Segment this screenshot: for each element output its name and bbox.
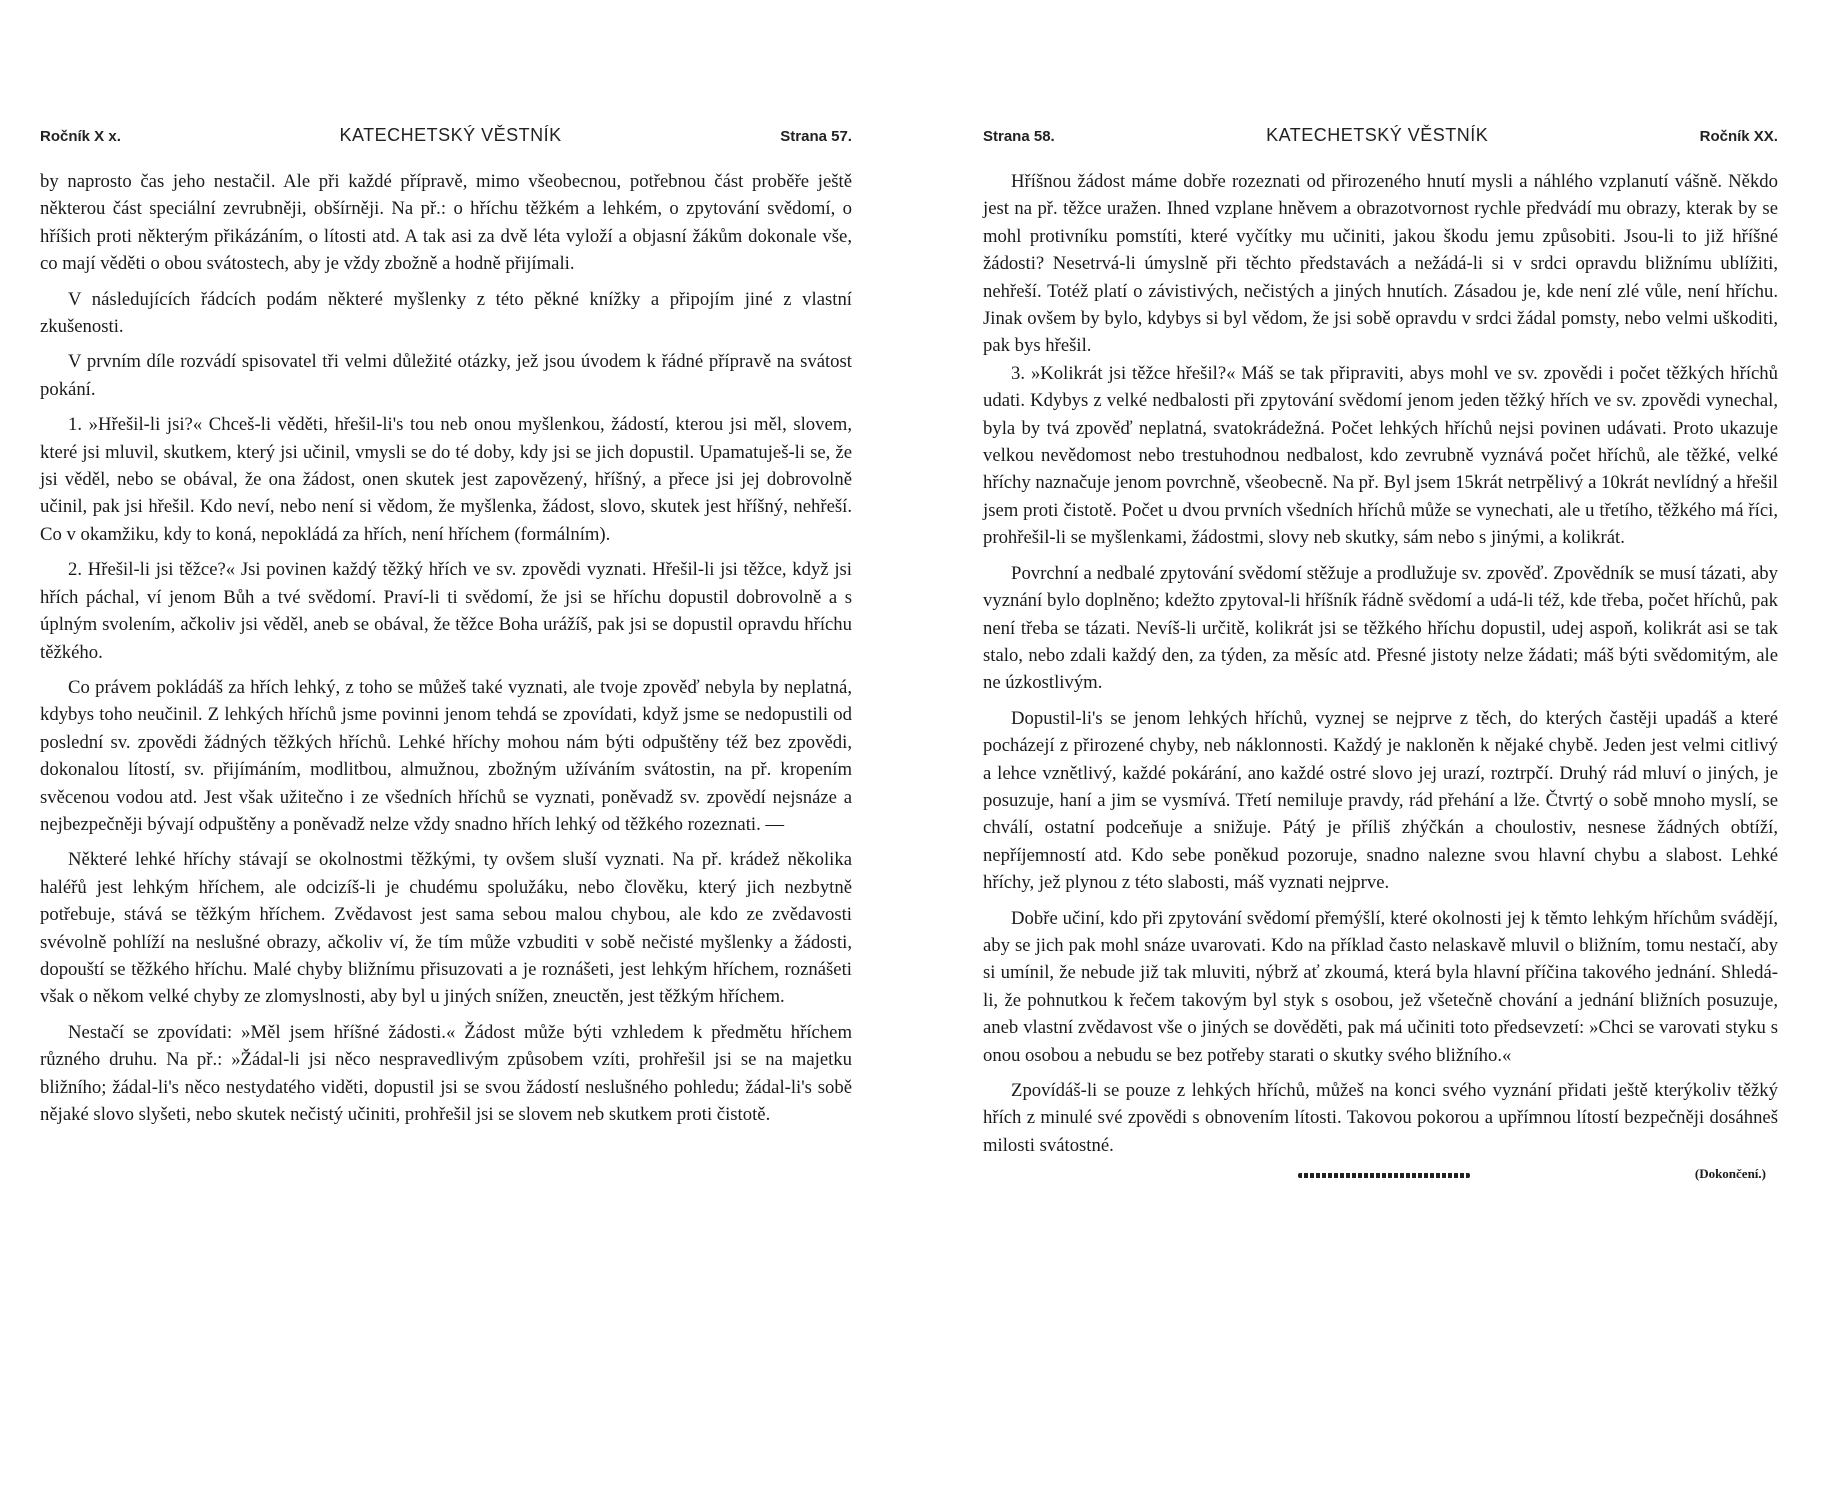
decorative-wavy-rule (1298, 1173, 1470, 1178)
left-page-header (40, 125, 852, 146)
volume-label: Ročník XX. (1699, 128, 1778, 145)
journal-title: KATECHETSKÝ VĚSTNÍK (339, 125, 562, 145)
paragraph: Co právem pokládáš za hřích lehký, z toho se můžeš také vyznati, ale tvoje zpověď nebyla by neplatná, kdybys toho neučinil. Z lehkých hříchů jsme povinni jenom tehdá se zpovídati, když jsme se nedopustili od poslední sv. zpovědi žádných těžkých hříchů. Lehké hříchy mohou nám býti odpuštěny též bez zpovědi, dokonalou lítostí, sv. přijímáním, modlitbou, almužnou, zbožným užíváním svátostin, na př. kropením svěcenou vodou atd. Jest však užitečno i ze všedních hříchů se vyznati, poněvadž sv. zpovědí nejsnáze a nejbezpečněji bývají odpuštěny a poněvadž nelze vždy snadno hřích lehký od těžkého rozeznati. — (40, 676, 852, 835)
paragraph: Nestačí se zpovídati: »Měl jsem hříšné žádosti.« Žádost může býti vzhledem k předmětu hříchem různého druhu. Na př.: »Žádal-li jsi něco nespravedlivým způsobem vzíti, prohřešil jsi se na majetku bližního; žádal-li's něco nestydatého viděti, dopustil jsi se svou žádostí neslušného pohledu; žádal-li's sobě nějaké slovo slyšeti, nebo skutek nečistý učiniti, prohřešil jsi se slovem neb skutkem proti čistotě. (40, 1021, 852, 1125)
paragraph: V následujících řádcích podám některé myšlenky z této pěkné knížky a připojím jiné z vlastní zkušenosti. (40, 288, 852, 338)
left-page (40, 125, 852, 1128)
paragraph: 2. Hřešil-li jsi těžce?« Jsi povinen každý těžký hřích ve sv. zpovědi vyznati. Hřešil-li jsi těžce, když jsi hřích páchal, ví jenom Bůh a tvé svědomí. Praví-li ti svědomí, že jsi se hříchu dopustil dobrovolně a s úplným svolením, ačkoliv jsi věděl, aneb se obával, že těžce Boha urážíš, pak jsi se dopustil opravdu hříchu těžkého. (40, 559, 852, 663)
page-number: Strana 58. (983, 128, 1055, 145)
page-number: Strana 57. (780, 128, 852, 145)
volume-label: Ročník X x. (40, 128, 121, 145)
paragraph: Povrchní a nedbalé zpytování svědomí stěžuje a prodlužuje sv. zpověď. Zpovědník se musí tázati, aby vyznání bylo doplněno; kdežto zpytoval-li hříšník řádně svědomí a udá-li též, kde třeba, počet hříchů, pak není třeba se tázati. Nevíš-li určitě, kolikrát jsi se těžkého hříchu dopustil, udej aspoň, kolikrát asi se tak stalo, nebo zdali každý den, za týden, za měsíc atd. Přesné jistoty nelze žádati; máš býti svědomitým, ale ne úzkostlivým. (983, 562, 1778, 694)
left-page-body (40, 168, 852, 1128)
paragraph: 3. »Kolikrát jsi těžce hřešil?« Máš se tak připraviti, abys mohl ve sv. zpovědi i počet těžkých hříchů udati. Kdybys z velké nedbalosti při zpytování svědomí jenom jeden těžký hřích ve sv. zpovědi vynechal, byla by tvá zpověď neplatná, svatokrádežná. Počet lehkých hříchů nejsi povinen udávati. Proto ukazuje velkou nevědomost nebo trestuhodnou nedbalost, kdo zevrubně vyznává počet hříchů, ale těžké, velké hříchy naznačuje jenom povrchně, všeobecně. Na př. Byl jsem 15krát netrpělivý a 10krát nevlídný a hřešil jsem proti čistotě. Počet u dvou prvních všedních hříchů může se vynechati, ale u třetího, těžkého má říci, prohřešil-li se myšlenkami, žádostmi, slovy neb skutky, sám nebo s jinými, a kolikrát. (983, 362, 1778, 549)
continuation-note: (Dokončení.) (1694, 1166, 1766, 1182)
paragraph: Některé lehké hříchy stávají se okolnostmi těžkými, ty ovšem sluší vyznati. Na př. krádež několika haléřů jest lehkým hříchem, ale odcizíš-li je chudému spolužáku, nebo člověku, který jich nezbytně potřebuje, stává se těžkým hříchem. Zvědavost jest sama sebou malou chybou, ale kdo ze zvědavosti svévolně pohlíží na neslušné obrazy, ačkoliv ví, že tím může vzbuditi v sobě nečisté myšlenky a žádosti, dopouští se těžkého hříchu. Malé chyby bližnímu přisuzovati a je roznášeti, jest lehkým hříchem, roznášeti však o někom velké chyby ze zlomyslnosti, aby byl u jiných snížen, zneuctěn, jest těžkým hříchem. (40, 849, 852, 1008)
right-page (983, 125, 1778, 1182)
paragraph: Dopustil-li's se jenom lehkých hříchů, vyznej se nejprve z těch, do kterých častěji upadáš a které pocházejí z přirozené chyby, neb náklonnosti. Každý je nakloněn k nějaké chybě. Jeden jest velmi citlivý a lehce vznětlivý, každé pokárání, ano každé ostré slovo jej urazí, roztrpčí. Druhý rád mluví o jiných, je posuzuje, haní a jim se vysmívá. Třetí nemiluje pravdy, rád přehání a lže. Čtvrtý o sobě mnoho myslí, se chválí, ostatní podceňuje a snižuje. Pátý je příliš zhýčkán a choulostiv, nesnese žádných obtíží, nepříjemností atd. Kdo sebe poněkud pozoruje, snadno nalezne svou hlavní chybu a slabost. Lehké hříchy, jež plynou z této slabosti, máš vyznati nejprve. (983, 707, 1778, 894)
paragraph: by naprosto čas jeho nestačil. Ale při každé přípravě, mimo všeobecnou, potřebnou část proběře ještě některou část speciální zevrubněji, obšírněji. Na př.: o hříchu těžkém a lehkém, o zpytování svědomí, o hříšich proti některým přikázáním, o lítosti atd. A tak asi za dvě léta vyloží a objasní žákům dokonale vše, co mají věděti o obou svátostech, aby je vždy zbožně a hodně přijímali. (40, 171, 852, 275)
paragraph: Zpovídáš-li se pouze z lehkých hříchů, můžeš na konci svého vyznání přidati ještě kterýkoliv těžký hřích z minulé své zpovědi s obnovením lítosti. Takovou pokorou a upřímnou lítostí bezpečněji dosáhneš milosti svátostné. (983, 1080, 1778, 1156)
paragraph: V prvním díle rozvádí spisovatel tři velmi důležité otázky, jež jsou úvodem k řádné přípravě na svátost pokání. (40, 351, 852, 400)
paragraph: Dobře učiní, kdo při zpytování svědomí přemýšlí, které okolnosti jej k těmto lehkým hříchům svádějí, aby se jich pak mohl snáze uvarovati. Kdo na příklad často nelaskavě mluvil o bližním, tomu nestačí, aby si umínil, že nebude již tak mluviti, nýbrž ať zkoumá, která byla hlavní příčina takového jednání. Shledá-li, že pohnutkou k řečem takovým byl styk s osobou, jež všetečně chování a jednání bližních posuzuje, aneb vlastní zvědavost vše o jiných se dověděti, pak má učiniti toto předsevzetí: »Chci se varovati styku s onou osobou a nebudu se bez potřeby starati o skutky svého bližního.« (983, 907, 1778, 1066)
right-page-body (983, 168, 1778, 1159)
journal-title: KATECHETSKÝ VĚSTNÍK (1266, 125, 1489, 145)
right-page-header (983, 125, 1778, 146)
paragraph: Hříšnou žádost máme dobře rozeznati od přirozeného hnutí mysli a náhlého vzplanutí vášně. Někdo jest na př. těžce uražen. Ihned vzplane hněvem a obrazotvornost rychle předvádí mu obrazy, kterak by se mohl protivníku pomstíti, které vyčítky mu učiniti, jakou škodu jemu způsobiti. Jsou-li to již hříšné žádosti? Nesetrvá-li úmyslně při těchto představách a nežádá-li si v srdci opravdu bližnímu ublížiti, nehřeší. Totéž platí o závistivých, nečistých a jiných hnutích. Zásadou je, kde není zlé vůle, není hříchu. Jinak ovšem by bylo, kdybys si byl vědom, že jsi sobě opravdu v srdci žádal pomsty, nebo velmi uškoditi, pak bys hřešil. (983, 171, 1778, 357)
paragraph: 1. »Hřešil-li jsi?« Chceš-li věděti, hřešil-li's tou neb onou myšlenkou, žádostí, kterou jsi měl, slovem, které jsi mluvil, skutkem, který jsi učinil, vmysli se do té doby, kdy jsi se jich dopustil. Upamatuješ-li se, že jsi věděl, nebo se obával, že ona žádost, onen skutek jest zapovězený, hříšný, a přece jsi jej dobrovolně učinil, pak jsi hřešil. Kdo neví, nebo není si vědom, že myšlenka, žádost, slovo, skutek jest hříšný, nehřeší. Co v okamžiku, kdy to koná, nepokládá za hřích, není hříchem (formálním). (40, 414, 852, 545)
